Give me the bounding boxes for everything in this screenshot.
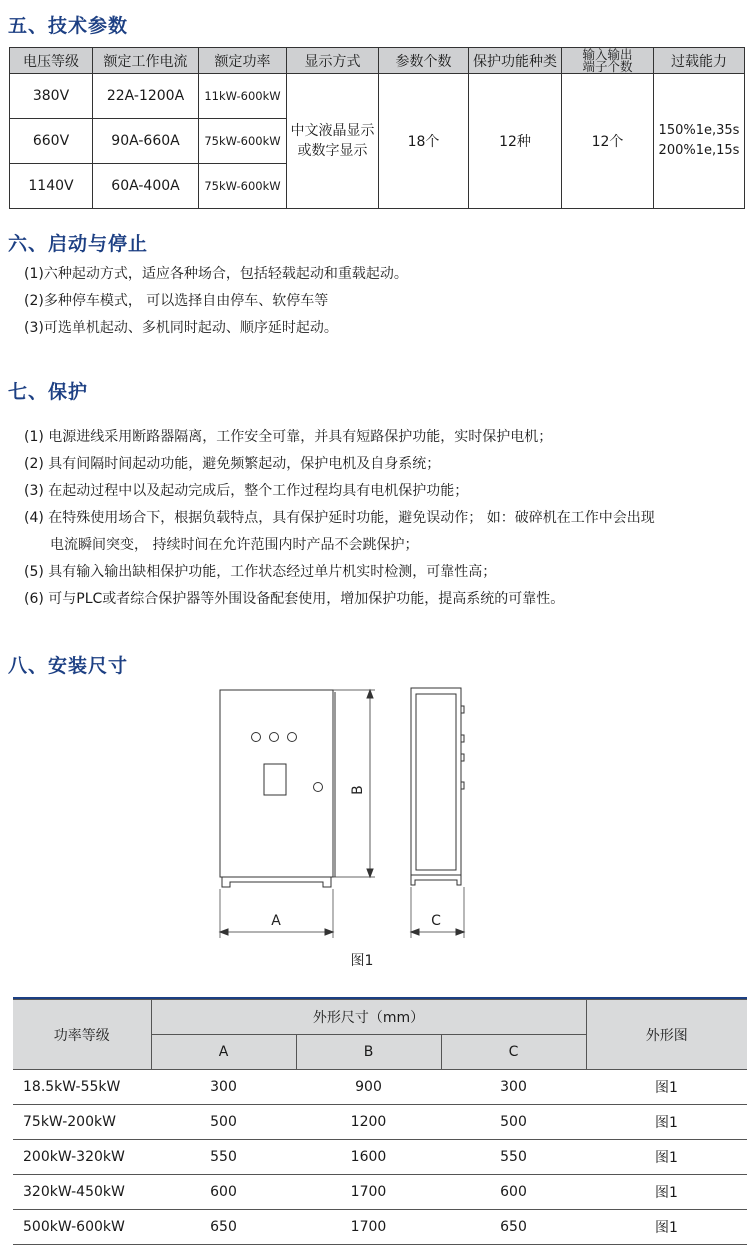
list-item: (5) 具有输入输出缺相保护功能，工作状态经过单片机实时检测，可靠性高； [24, 564, 497, 580]
cabinet-base [222, 877, 331, 887]
table-row [13, 1105, 747, 1140]
dims-b: 1200 [296, 1105, 441, 1140]
cabinet-front-view [220, 690, 375, 938]
dims-header-row [13, 1000, 747, 1035]
spec-power: 75kW-600kW [199, 164, 287, 209]
start-stop-list [24, 261, 408, 342]
table-row [13, 1140, 747, 1175]
indicator-light [252, 733, 261, 742]
dims-fig: 图1 [586, 1175, 747, 1210]
spec-current: 90A-660A [93, 119, 199, 164]
spec-header: 过载能力 [654, 48, 745, 74]
spec-current: 60A-400A [93, 164, 199, 209]
section5-title: 五、技术参数 [8, 15, 129, 37]
list-item: (1)六种起动方式，适应各种场合，包括轻载起动和重载起动。 [24, 266, 408, 282]
dimensions-table-wrap [13, 997, 747, 1245]
list-item: (1) 电源进线采用断路器隔离，工作安全可靠，并具有短路保护功能，实时保护电机； [24, 429, 553, 445]
dims-b: 1700 [296, 1210, 441, 1245]
section7-title: 七、保护 [8, 381, 89, 403]
label-a: A [271, 913, 281, 929]
spec-overload-line2: 200%1e,15s [658, 143, 740, 158]
section6-title: 六、启动与停止 [8, 233, 149, 255]
spec-voltage: 660V [10, 119, 93, 164]
list-item: (2) 具有间隔时间起动功能，避免频繁起动，保护电机及自身系统； [24, 456, 441, 472]
label-c: C [431, 913, 441, 929]
figure-caption: 图1 [350, 953, 374, 969]
spec-header-io-line1: 输入输出 [582, 46, 633, 62]
spec-current: 22A-1200A [93, 74, 199, 119]
spec-header: 额定功率 [199, 48, 287, 74]
install-drawing [200, 680, 500, 980]
indicator-light [288, 733, 297, 742]
dims-power: 320kW-450kW [13, 1175, 151, 1210]
spec-header-io [562, 48, 654, 74]
list-item: (2)多种停车模式， 可以选择自由停车、软停车等 [24, 293, 329, 309]
display-window [264, 764, 286, 795]
dims-a: 300 [151, 1070, 296, 1105]
dims-c: 600 [441, 1175, 586, 1210]
dims-power: 18.5kW-55kW [13, 1070, 151, 1105]
spec-overload-line1: 150%1e,35s [658, 123, 740, 138]
indicator-light [270, 733, 279, 742]
spec-row [10, 74, 745, 119]
dims-c: 300 [441, 1070, 586, 1105]
spec-protect-types: 12种 [469, 74, 562, 209]
list-item: 电流瞬间突变， 持续时间在允许范围内时产品不会跳保护； [50, 537, 419, 553]
spec-power: 75kW-600kW [199, 119, 287, 164]
dims-header-c: C [441, 1035, 586, 1070]
dims-power: 200kW-320kW [13, 1140, 151, 1175]
spec-table [9, 47, 745, 209]
spec-header: 显示方式 [287, 48, 379, 74]
spec-display [287, 74, 379, 209]
dims-c: 550 [441, 1140, 586, 1175]
dims-header-a: A [151, 1035, 296, 1070]
spec-header: 参数个数 [379, 48, 469, 74]
table-row [13, 1070, 747, 1105]
dims-fig: 图1 [586, 1140, 747, 1175]
dims-b: 1700 [296, 1175, 441, 1210]
spec-voltage: 1140V [10, 164, 93, 209]
dims-fig: 图1 [586, 1105, 747, 1140]
control-knob [314, 783, 323, 792]
cabinet-side-view [411, 688, 464, 938]
dims-a: 600 [151, 1175, 296, 1210]
dims-power: 500kW-600kW [13, 1210, 151, 1245]
spec-header: 电压等级 [10, 48, 93, 74]
label-b: B [350, 785, 366, 795]
spec-header: 额定工作电流 [93, 48, 199, 74]
dims-a: 500 [151, 1105, 296, 1140]
list-item: (3)可选单机起动、多机同时起动、顺序延时起动。 [24, 320, 338, 336]
spec-voltage: 380V [10, 74, 93, 119]
dims-b: 900 [296, 1070, 441, 1105]
spec-display-line2: 或数字显示 [297, 143, 368, 159]
spec-overload [654, 74, 745, 209]
side-handle [461, 735, 464, 742]
list-item: (3) 在起动过程中以及起动完成后，整个工作过程均具有电机保护功能； [24, 483, 469, 499]
spec-io-terminals: 12个 [562, 74, 654, 209]
side-handle [461, 754, 464, 761]
side-handle [461, 706, 464, 713]
list-item: (4) 在特殊使用场合下，根据负载特点，具有保护延时功能，避免误动作； 如：破碎机在工作中会出现 [24, 510, 655, 526]
dims-a: 550 [151, 1140, 296, 1175]
side-handle [461, 782, 464, 789]
spec-power: 11kW-600kW [199, 74, 287, 119]
spec-header-io-line2: 端子个数 [582, 58, 633, 74]
dims-header-figure: 外形图 [586, 1000, 747, 1070]
spec-display-line1: 中文液晶显示 [290, 123, 375, 139]
dims-header-power: 功率等级 [13, 1000, 151, 1070]
list-item: (6) 可与PLC或者综合保护器等外围设备配套使用，增加保护功能，提高系统的可靠性。 [24, 591, 565, 607]
dims-b: 1600 [296, 1140, 441, 1175]
protection-list [24, 424, 655, 613]
section8-title: 八、安装尺寸 [8, 655, 129, 677]
dimensions-table [13, 999, 747, 1245]
dims-header-b: B [296, 1035, 441, 1070]
table-row [13, 1175, 747, 1210]
dims-c: 500 [441, 1105, 586, 1140]
dims-power: 75kW-200kW [13, 1105, 151, 1140]
dims-header-size: 外形尺寸（mm） [151, 1000, 586, 1035]
dims-fig: 图1 [586, 1210, 747, 1245]
spec-header: 保护功能种类 [469, 48, 562, 74]
dims-fig: 图1 [586, 1070, 747, 1105]
spec-header-row [10, 48, 745, 74]
dims-a: 650 [151, 1210, 296, 1245]
dims-c: 650 [441, 1210, 586, 1245]
table-row [13, 1210, 747, 1245]
spec-param-count: 18个 [379, 74, 469, 209]
